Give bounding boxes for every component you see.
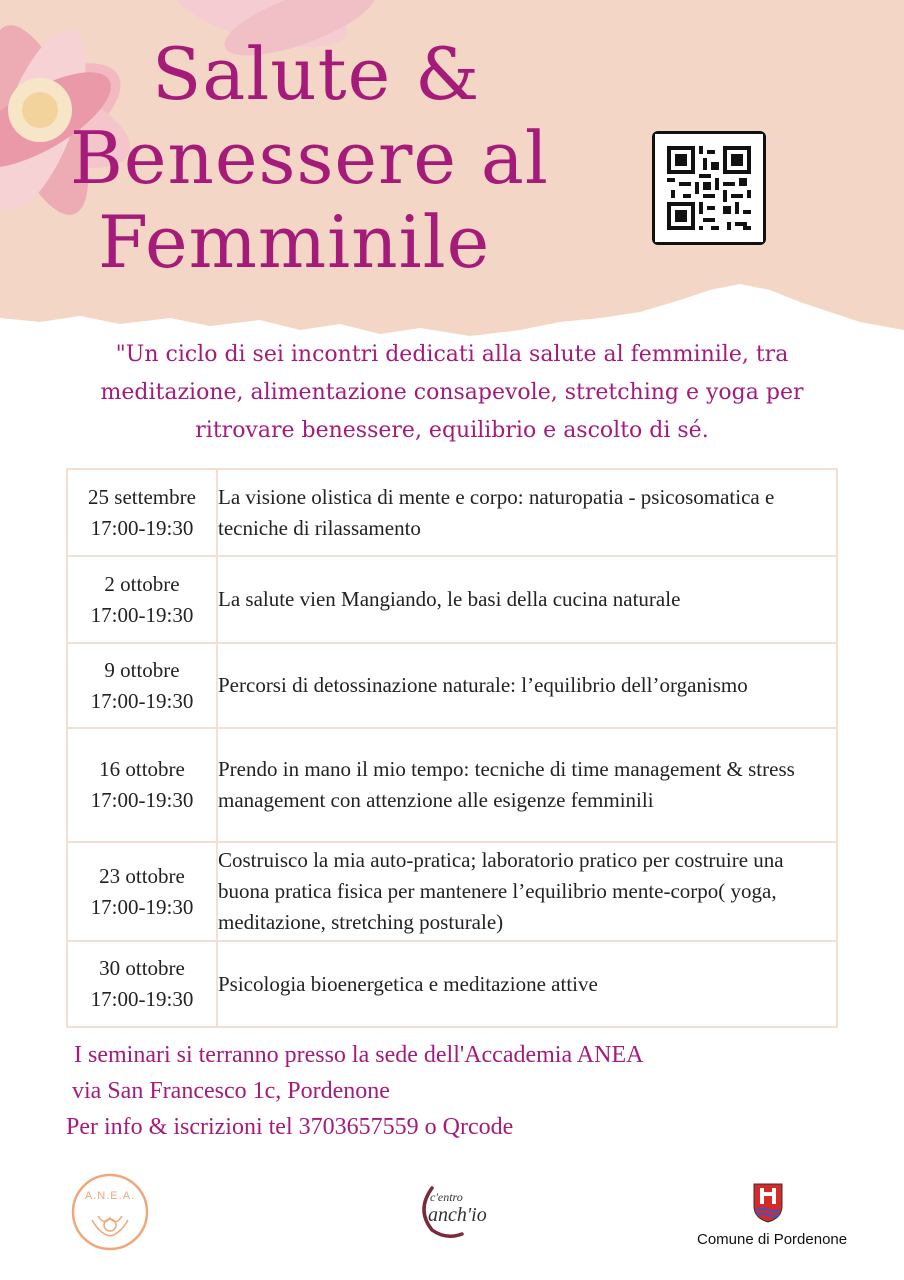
- time: 17:00-19:30: [90, 788, 194, 812]
- venue-line: I seminari si terranno presso la sede dell'Accademia ANEA: [74, 1042, 644, 1068]
- pordenone-crest: [752, 1180, 784, 1224]
- date: 25 settembre: [88, 484, 196, 509]
- city-crest-icon: [752, 1180, 784, 1224]
- topic-cell: Psicologia bioenergetica e meditazione attive: [217, 941, 837, 1027]
- time: 17:00-19:30: [90, 894, 194, 919]
- date-cell: [67, 556, 217, 643]
- anea-logo-text: A.N.E.A.: [84, 1190, 136, 1202]
- date-cell: [67, 728, 217, 842]
- date: 30 ottobre: [99, 956, 185, 980]
- anea-logo: [70, 1172, 150, 1252]
- date: 2 ottobre: [104, 571, 180, 596]
- time: 17:00-19:30: [90, 987, 194, 1011]
- centro-text-big: anch'io: [428, 1204, 487, 1226]
- schedule-table: [66, 468, 838, 1028]
- contact-line: Per info & iscrizioni tel 3703657559 o Qrcode: [66, 1114, 514, 1140]
- qr-code-icon[interactable]: [652, 131, 766, 245]
- title-line-2: Benessere al: [70, 116, 549, 200]
- date: 9 ottobre: [104, 657, 180, 682]
- qr-code-pattern: [655, 134, 763, 242]
- table-row: [67, 728, 837, 842]
- date: 16 ottobre: [99, 757, 185, 781]
- date-cell: [67, 941, 217, 1027]
- table-row: [67, 469, 837, 556]
- topic-cell: Percorsi di detossinazione naturale: l’equilibrio dell’organismo: [217, 643, 837, 728]
- time: 17:00-19:30: [90, 602, 194, 627]
- time: 17:00-19:30: [90, 515, 194, 540]
- centro-anchio-logo: [412, 1180, 502, 1240]
- topic-cell: La visione olistica di mente e corpo: naturopatia - psicosomatica e tecniche di rilassamento: [217, 469, 837, 556]
- topic-cell: La salute vien Mangiando, le basi della cucina naturale: [217, 556, 837, 643]
- date: 23 ottobre: [99, 863, 185, 888]
- table-row: [67, 556, 837, 643]
- topic-cell: Prendo in mano il mio tempo: tecniche di time management & stress management con attenzione alle esigenze femminili: [217, 728, 837, 842]
- date-cell: [67, 643, 217, 728]
- table-row: [67, 842, 837, 941]
- date-cell: [67, 469, 217, 556]
- topic-cell: Costruisco la mia auto-pratica; laboratorio pratico per costruire una buona pratica fisica per mantenere l’equilibrio mente-corpo( yoga, meditazione, stretching posturale): [217, 842, 837, 941]
- date-cell: [67, 842, 217, 941]
- address-line: via San Francesco 1c, Pordenone: [72, 1078, 390, 1104]
- title-line-1: Salute &: [152, 32, 481, 116]
- time: 17:00-19:30: [90, 688, 194, 713]
- title-line-3: Femminile: [98, 200, 491, 284]
- centro-text-small: c'entro: [430, 1190, 463, 1204]
- table-row: [67, 643, 837, 728]
- table-row: [67, 941, 837, 1027]
- anea-logo-icon: [70, 1172, 150, 1252]
- comune-caption: Comune di Pordenone: [697, 1231, 848, 1248]
- intro-text: "Un ciclo di sei incontri dedicati alla salute al femminile, tra meditazione, alimentazione consapevole, stretching e yoga per ritrovare benessere, equilibrio e ascolto di sé.: [100, 342, 804, 443]
